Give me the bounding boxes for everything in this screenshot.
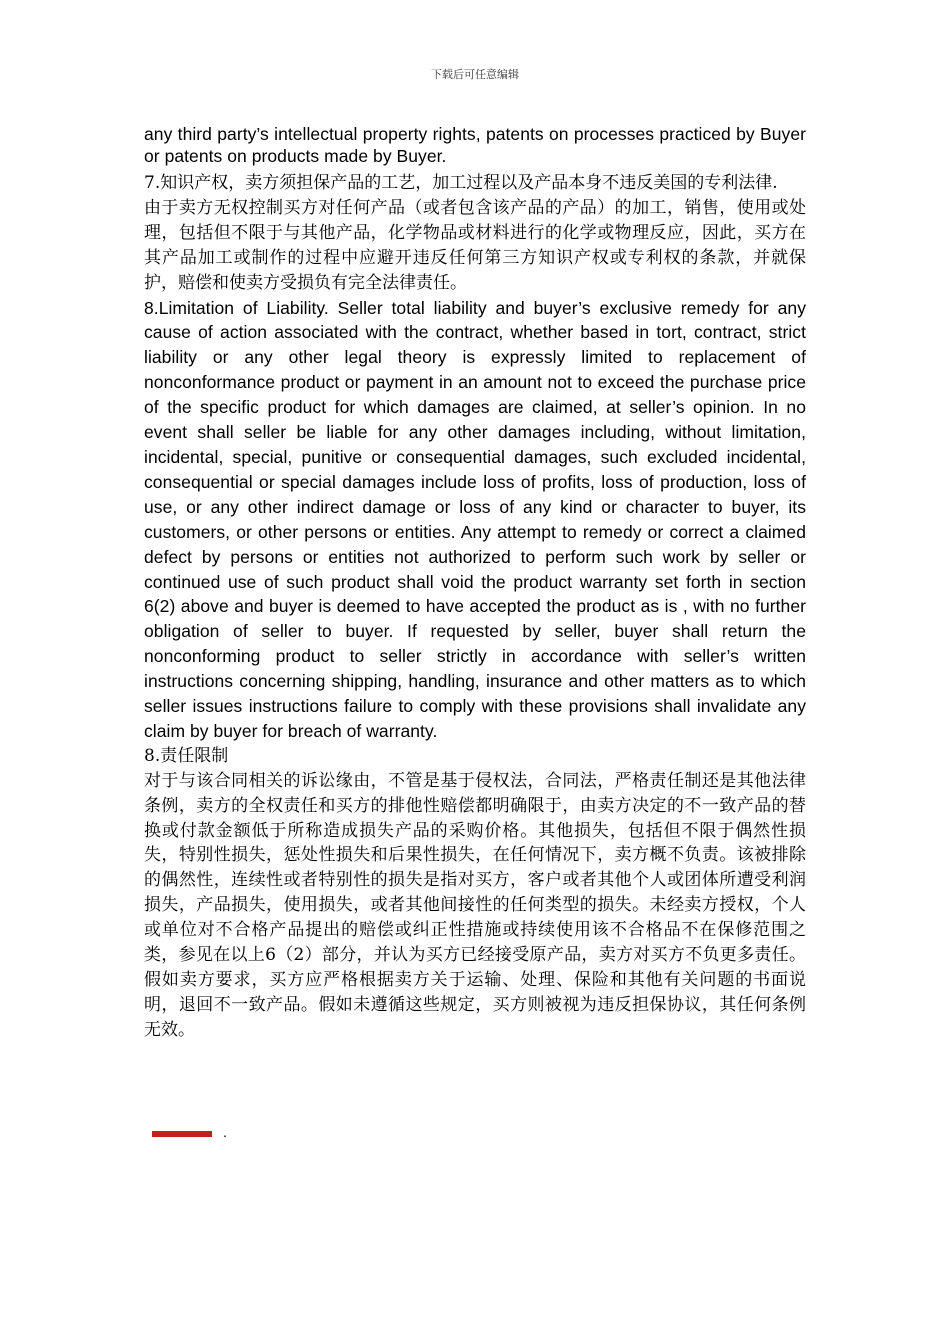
section-7-zh-body: 由于卖方无权控制买方对任何产品（或者包含该产品的产品）的加工，销售，使用或处理，包括但不限于与其他产品，化学物品或材料进行的化学或物理反应，因此，买方在其产品加工或制作的过程中应避开违反任何第三方知识产权或专利权的条款，并就保护，赔偿和使卖方受损负有完全法律责任。 [144,197,806,293]
footer-dot: . [223,1124,227,1140]
continuation-paragraph: any third party’s intellectual property rights, patents on processes practiced by Buyer or patents on products made by Buyer. [144,124,806,166]
section-8-zh-heading: 8.责任限制 [144,745,229,766]
section-7-zh-title: 7.知识产权，卖方须担保产品的工艺，加工过程以及产品本身不违反美国的专利法律. [144,173,778,193]
page-header: 下载后可任意编辑 [431,68,519,81]
section-8-en-paragraph: 8.Limitation of Liability. Seller total liability and buyer’s exclusive remedy for any cause of action associated with the contract, whether based in tort, contract, strict liability or any other legal theory is expressly limited to replacement of nonconformance product or payment in an amount not to exceed the purchase price of the specific product for which damages are claimed, at seller’s opinion. In no event shall seller be liable for any other damages including, without limitation, incidental, special, punitive or consequential damages, such excluded incidental, consequential or special damages include loss of profits, loss of production, loss of use, or any other indirect damage or loss of any kind or character to buyer, its customers, or other persons or entities. Any attempt to remedy or correct a claimed defect by persons or entities not authorized to perform such work by seller or continued use of such product shall void the product warranty set forth in section 6(2) above and buyer is deemed to have accepted the product as is , with no further obligation of seller to buyer. If requested by seller, buyer shall return the nonconforming product to seller strictly in accordance with seller’s written instructions concerning shipping, handling, insurance and other matters as to which seller issues instructions failure to comply with these provisions shall invalidate any claim by buyer for breach of warranty. [144,297,806,741]
section-8-zh-body: 对于与该合同相关的诉讼缘由，不管是基于侵权法，合同法，严格责任制还是其他法律条例，卖方的全权责任和买方的排他性赔偿都明确限于，由卖方决定的不一致产品的替换或付款金额低于所称造成损失产品的采购价格。其他损失，包括但不限于偶然性损失，特别性损失，惩处性损失和后果性损失，在任何情况下，卖方概不负责。该被排除的偶然性，连续性或者特别性的损失是指对买方，客户或者其他个人或团体所遭受利润损失，产品损失，使用损失，或者其他间接性的任何类型的损失。未经卖方授权，个人或单位对不合格产品提出的赔偿或纠正性措施或持续使用该不合格品不在保修范围之类，参见在以上6（2）部分，并认为买方已经接受原产品，卖方对买方不负更多责任。假如卖方要求，买方应严格根据卖方关于运输、处理、保险和其他有关问题的书面说明，退回不一致产品。假如未遵循这些规定，买方则被视为违反担保协议，其任何条例无效。 [144,770,806,1040]
document-body [144,124,806,1043]
footer-red-bar [152,1131,212,1137]
